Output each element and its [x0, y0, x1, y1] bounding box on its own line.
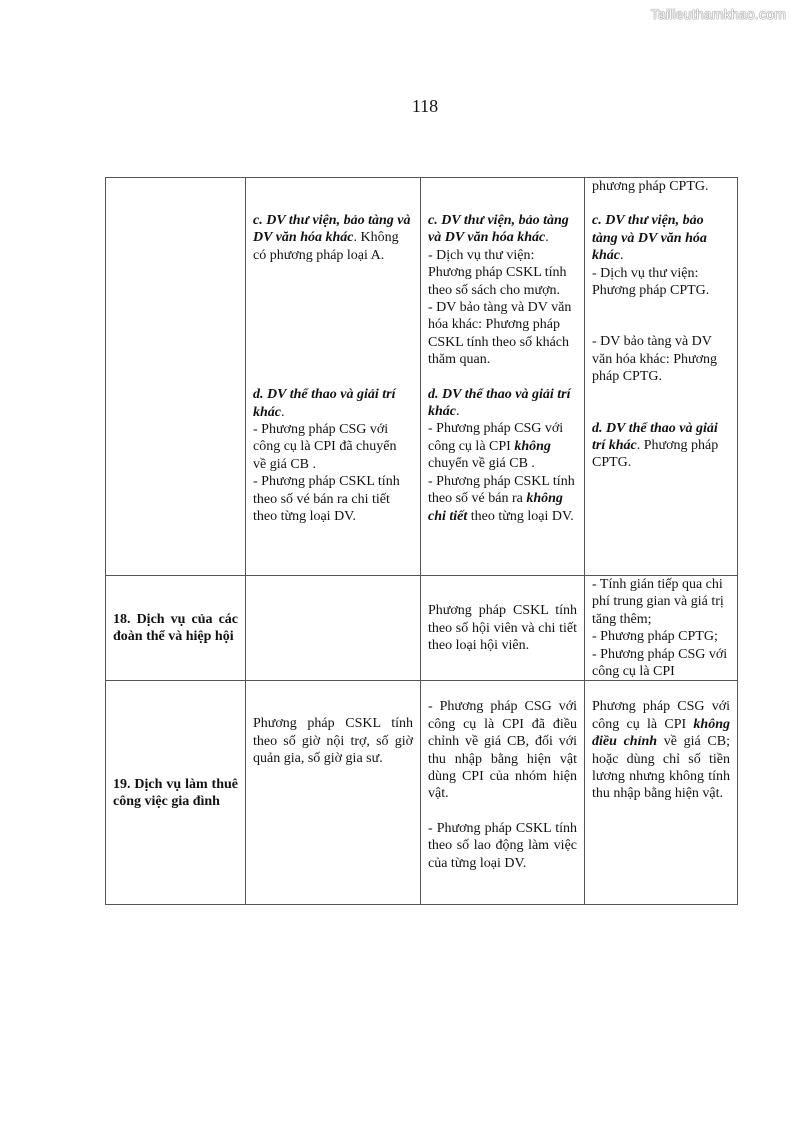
carryover-text: phương pháp CPTG.: [592, 179, 709, 194]
section-d-title: d. DV thể thao và giải trí khác: [428, 386, 571, 420]
text-run: - Phương pháp CSKL tính theo số vé bán ra: [428, 473, 575, 507]
method-text: Phương pháp CSKL tính theo số giờ nội trợ, số giờ quản gia, số giờ gia sư.: [253, 716, 413, 767]
cell-row3-col4: [585, 681, 738, 905]
cell-row1-col4: [585, 178, 738, 576]
section-d-line: [428, 420, 577, 472]
text-run: chuyển về giá CB .: [428, 456, 535, 472]
section-c-title: c. DV thư viện, bảo tàng và DV văn hóa khác: [253, 213, 411, 246]
row-title: 19. Dịch vụ làm thuê công việc gia đình: [113, 776, 238, 809]
watermark: Tailieuthamkhao.com: [650, 6, 786, 22]
method-text: Phương pháp CSKL tính theo số hội viên và chi tiết theo loại hội viên.: [428, 603, 577, 653]
method-line: - Phương pháp CPTG;: [592, 629, 718, 645]
method-line: - Phương pháp CSKL tính theo số lao động làm việc của từng loại DV.: [428, 820, 577, 871]
cell-row3-col3: [421, 681, 585, 905]
page-number: 118: [411, 96, 439, 116]
text-run: - Phương pháp CSG với công cụ là CPI: [428, 421, 564, 454]
cell-row2-col2: [246, 576, 421, 681]
section-c-text: c. DV thư viện, bảo tàng và DV văn hóa khác. Không có phương pháp loại A.: [253, 213, 411, 263]
text-run: theo từng loại DV.: [467, 508, 574, 524]
cell-row2-col4: [585, 576, 738, 681]
emphasis-text: không điều chỉnh: [592, 716, 730, 750]
table-row: [106, 681, 738, 905]
section-c-text: c. DV thư viện, bảo tàng và DV văn hóa khác.: [592, 213, 707, 264]
method-line: - Phương pháp CSG với công cụ là CPI đã điều chỉnh về giá CB, đối với thu nhập bằng hiện vật dùng CPI của nhóm hiện vật.: [428, 699, 577, 802]
section-d-body: . Phương pháp CPTG.: [592, 438, 719, 471]
method-line: - Phương pháp CSG với công cụ là CPI: [592, 646, 728, 680]
text-run: Phương pháp CSG với công cụ là CPI: [592, 699, 730, 732]
section-c-line: - DV bảo tàng và DV văn hóa khác: Phương pháp CPTG.: [592, 334, 718, 385]
section-d-text: [592, 420, 730, 472]
row-title: 18. Dịch vụ của các đoàn thể và hiệp hội: [113, 611, 238, 645]
emphasis-text: không chi tiết: [428, 491, 563, 524]
section-c-title: c. DV thư viện, bảo tàng và DV văn hóa khác: [428, 213, 569, 246]
section-d-text: d. DV thể thao và giải trí khác.: [253, 387, 396, 420]
cell-row3-col2: [246, 681, 421, 905]
section-d-line: - Phương pháp CSKL tính theo số vé bán ra chi tiết theo từng loại DV.: [253, 474, 400, 525]
cell-row2-col3: [421, 576, 585, 681]
row-title-cell: [106, 681, 246, 905]
section-d-title: d. DV thể thao và giải trí khác: [592, 420, 718, 454]
table-row: [106, 178, 738, 576]
method-line: - Tính gián tiếp qua chi phí trung gian và giá trị tăng thêm;: [592, 577, 724, 627]
text-run: về giá CB; hoặc dùng chỉ số tiền lương nhưng không tính thu nhập bằng hiện vật.: [592, 734, 730, 802]
method-text: [592, 698, 730, 802]
row-title-cell: [106, 178, 246, 576]
cell-row1-col3: [421, 178, 585, 576]
section-c-text: c. DV thư viện, bảo tàng và DV văn hóa khác.: [428, 213, 569, 246]
section-d-line: [428, 473, 577, 525]
section-c-line: - DV bảo tàng và DV văn hóa khác: Phương pháp CSKL tính theo số khách thăm quan.: [428, 300, 572, 368]
section-c-title: c. DV thư viện, bảo tàng và DV văn hóa khác: [592, 213, 707, 264]
methods-table: [105, 177, 738, 905]
section-d-line: - Phương pháp CSG với công cụ là CPI đã chuyển về giá CB .: [253, 422, 397, 472]
section-c-body: Không có phương pháp loại A.: [253, 230, 399, 263]
emphasis-text: không: [514, 438, 551, 454]
cell-row1-col2: [246, 178, 421, 576]
table-row: [106, 576, 738, 681]
section-c-line: - Dịch vụ thư viện: Phương pháp CSKL tính theo số sách cho mượn.: [428, 247, 567, 298]
section-c-line: - Dịch vụ thư viện: Phương pháp CPTG.: [592, 265, 710, 299]
section-d-title: d. DV thể thao và giải trí khác: [253, 387, 396, 420]
row-title-cell: [106, 576, 246, 681]
section-d-text: d. DV thể thao và giải trí khác.: [428, 386, 571, 420]
